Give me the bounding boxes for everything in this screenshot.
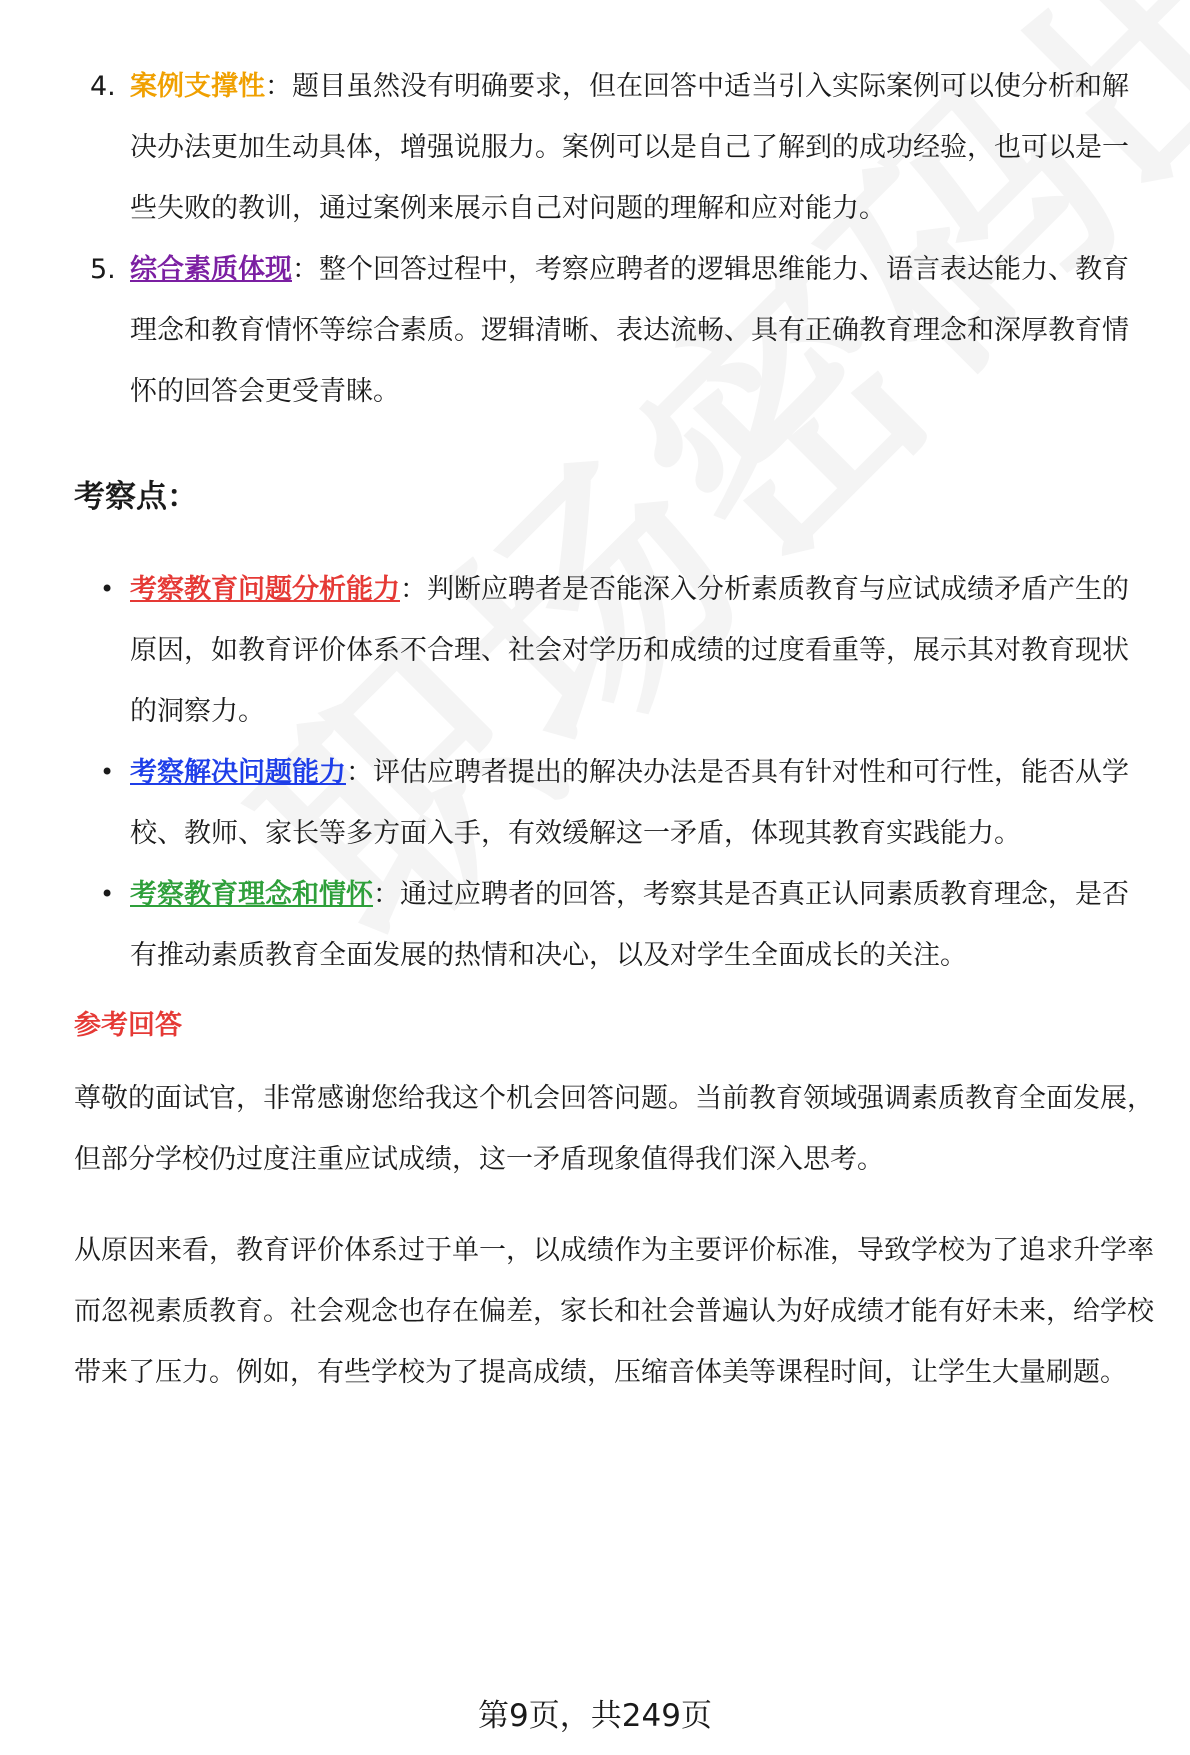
list-item [74,742,1154,864]
reference-answer-title: 参考回答 [74,1010,182,1041]
answer-paragraph: 尊敬的面试官，非常感谢您给我这个机会回答问题。当前教育领域强调素质教育全面发展，但部分学校仍过度注重应试成绩，这一矛盾现象值得我们深入思考。 [74,1083,1154,1175]
term-separator: ： [373,879,400,910]
term-education-philosophy[interactable]: 考察教育理念和情怀 [130,879,373,910]
bullet-icon: • [100,880,115,908]
section-title: 考察点： [74,479,198,515]
page-content [74,56,1154,1403]
term-separator: ： [265,71,292,102]
term-problem-solving[interactable]: 考察解决问题能力 [130,757,346,788]
list-item [74,864,1154,986]
term-case-support: 案例支撑性 [130,71,265,102]
item-text: 题目虽然没有明确要求，但在回答中适当引入实际案例可以使分析和解决办法更加生动具体，增强说服力。案例可以是自己了解到的成功经验，也可以是一些失败的教训，通过案例来展示自己对问题的理解和应对能力。 [130,71,1129,224]
bullet-icon: • [100,575,115,603]
list-item [74,56,1154,239]
numbered-list [74,56,1154,422]
page-number: 第9页，共249页 [478,1698,712,1734]
list-number: 5. [90,254,116,285]
list-number: 4. [90,71,116,102]
item-text: 通过应聘者的回答，考察其是否真正认同素质教育理念，是否有推动素质教育全面发展的热情和决心，以及对学生全面成长的关注。 [130,879,1129,971]
term-separator: ： [400,574,427,605]
term-separator: ： [292,254,319,285]
answer-paragraph: 从原因来看，教育评价体系过于单一，以成绩作为主要评价标准，导致学校为了追求升学率而忽视素质教育。社会观念也存在偏差，家长和社会普遍认为好成绩才能有好未来，给学校带来了压力。例如，有些学校为了提高成绩，压缩音体美等课程时间，让学生大量刷题。 [74,1235,1154,1388]
item-text: 整个回答过程中，考察应聘者的逻辑思维能力、语言表达能力、教育理念和教育情怀等综合素质。逻辑清晰、表达流畅、具有正确教育理念和深厚教育情怀的回答会更受青睐。 [130,254,1129,407]
list-item [74,239,1154,422]
list-item [74,559,1154,742]
item-text: 评估应聘者提出的解决办法是否具有针对性和可行性，能否从学校、教师、家长等多方面入手，有效缓解这一矛盾，体现其教育实践能力。 [130,757,1129,849]
bullet-icon: • [100,758,115,786]
bullet-list [74,559,1154,986]
item-text: 判断应聘者是否能深入分析素质教育与应试成绩矛盾产生的原因，如教育评价体系不合理、社会对学历和成绩的过度看重等，展示其对教育现状的洞察力。 [130,574,1129,727]
term-overall-quality[interactable]: 综合素质体现 [130,254,292,285]
term-separator: ： [346,757,373,788]
term-analysis-ability[interactable]: 考察教育问题分析能力 [130,574,400,605]
